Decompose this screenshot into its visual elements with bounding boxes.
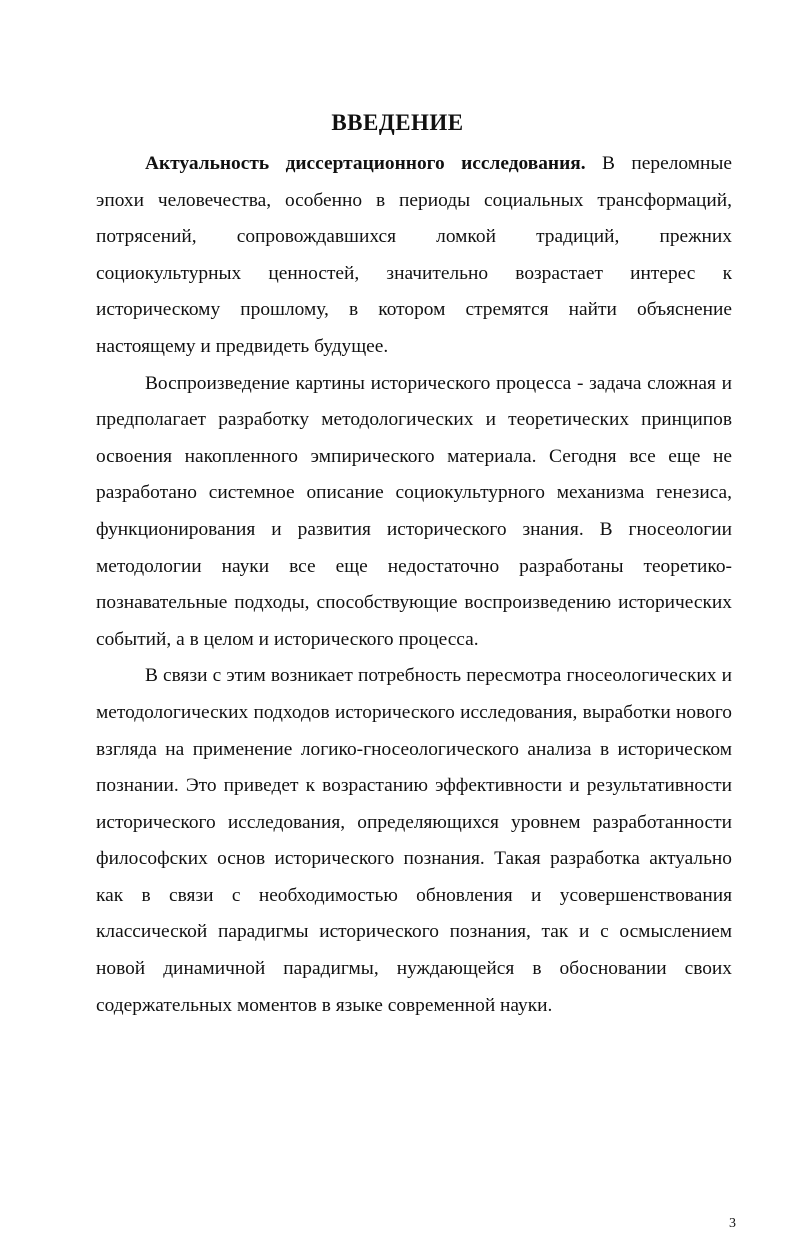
paragraph-text: В переломные эпохи человечества, особенно в периоды социальных трансформаций, потрясений, сопровождавшихся ломкой традиций, прежних социокультурных ценностей, значительно возрастает интерес к историческому прошлому, в котором стремятся найти объяснение настоящему и предвидеть будущее.	[96, 153, 732, 357]
page-title: ВВЕДЕНИЕ	[331, 110, 464, 135]
paragraph-relevance	[96, 146, 732, 366]
page-number: 3	[729, 1216, 736, 1231]
body-text	[96, 146, 732, 1024]
paragraph-lead: Актуальность диссертационного исследования.	[145, 153, 586, 174]
paragraph-need: В связи с этим возникает потребность пересмотра гносеологических и методологических подходов исторического исследования, выработки нового взгляда на применение логико-гносеологического анализа в историческом познании. Это приведет к возрастанию эффективности и результативности исторического исследования, определяющихся уровнем разработанности философских основ исторического познания. Такая разработка актуально как в связи с необходимостью обновления и усовершенствования классической парадигмы исторического познания, так и с осмыслением новой динамичной парадигмы, нуждающейся в обосновании своих содержательных моментов в языке современной науки.	[96, 665, 732, 1016]
paragraph-reconstruction: Воспроизведение картины исторического процесса - задача сложная и предполагает разработку методологических и теоретических принципов освоения накопленного эмпирического материала. Сегодня все еще не разработано системное описание социокультурного механизма генезиса, функционирования и развития исторического знания. В гносеологии методологии науки все еще недостаточно разработаны теоретико-познавательные подходы, способствующие воспроизведению исторических событий, а в целом и исторического процесса.	[96, 372, 732, 650]
